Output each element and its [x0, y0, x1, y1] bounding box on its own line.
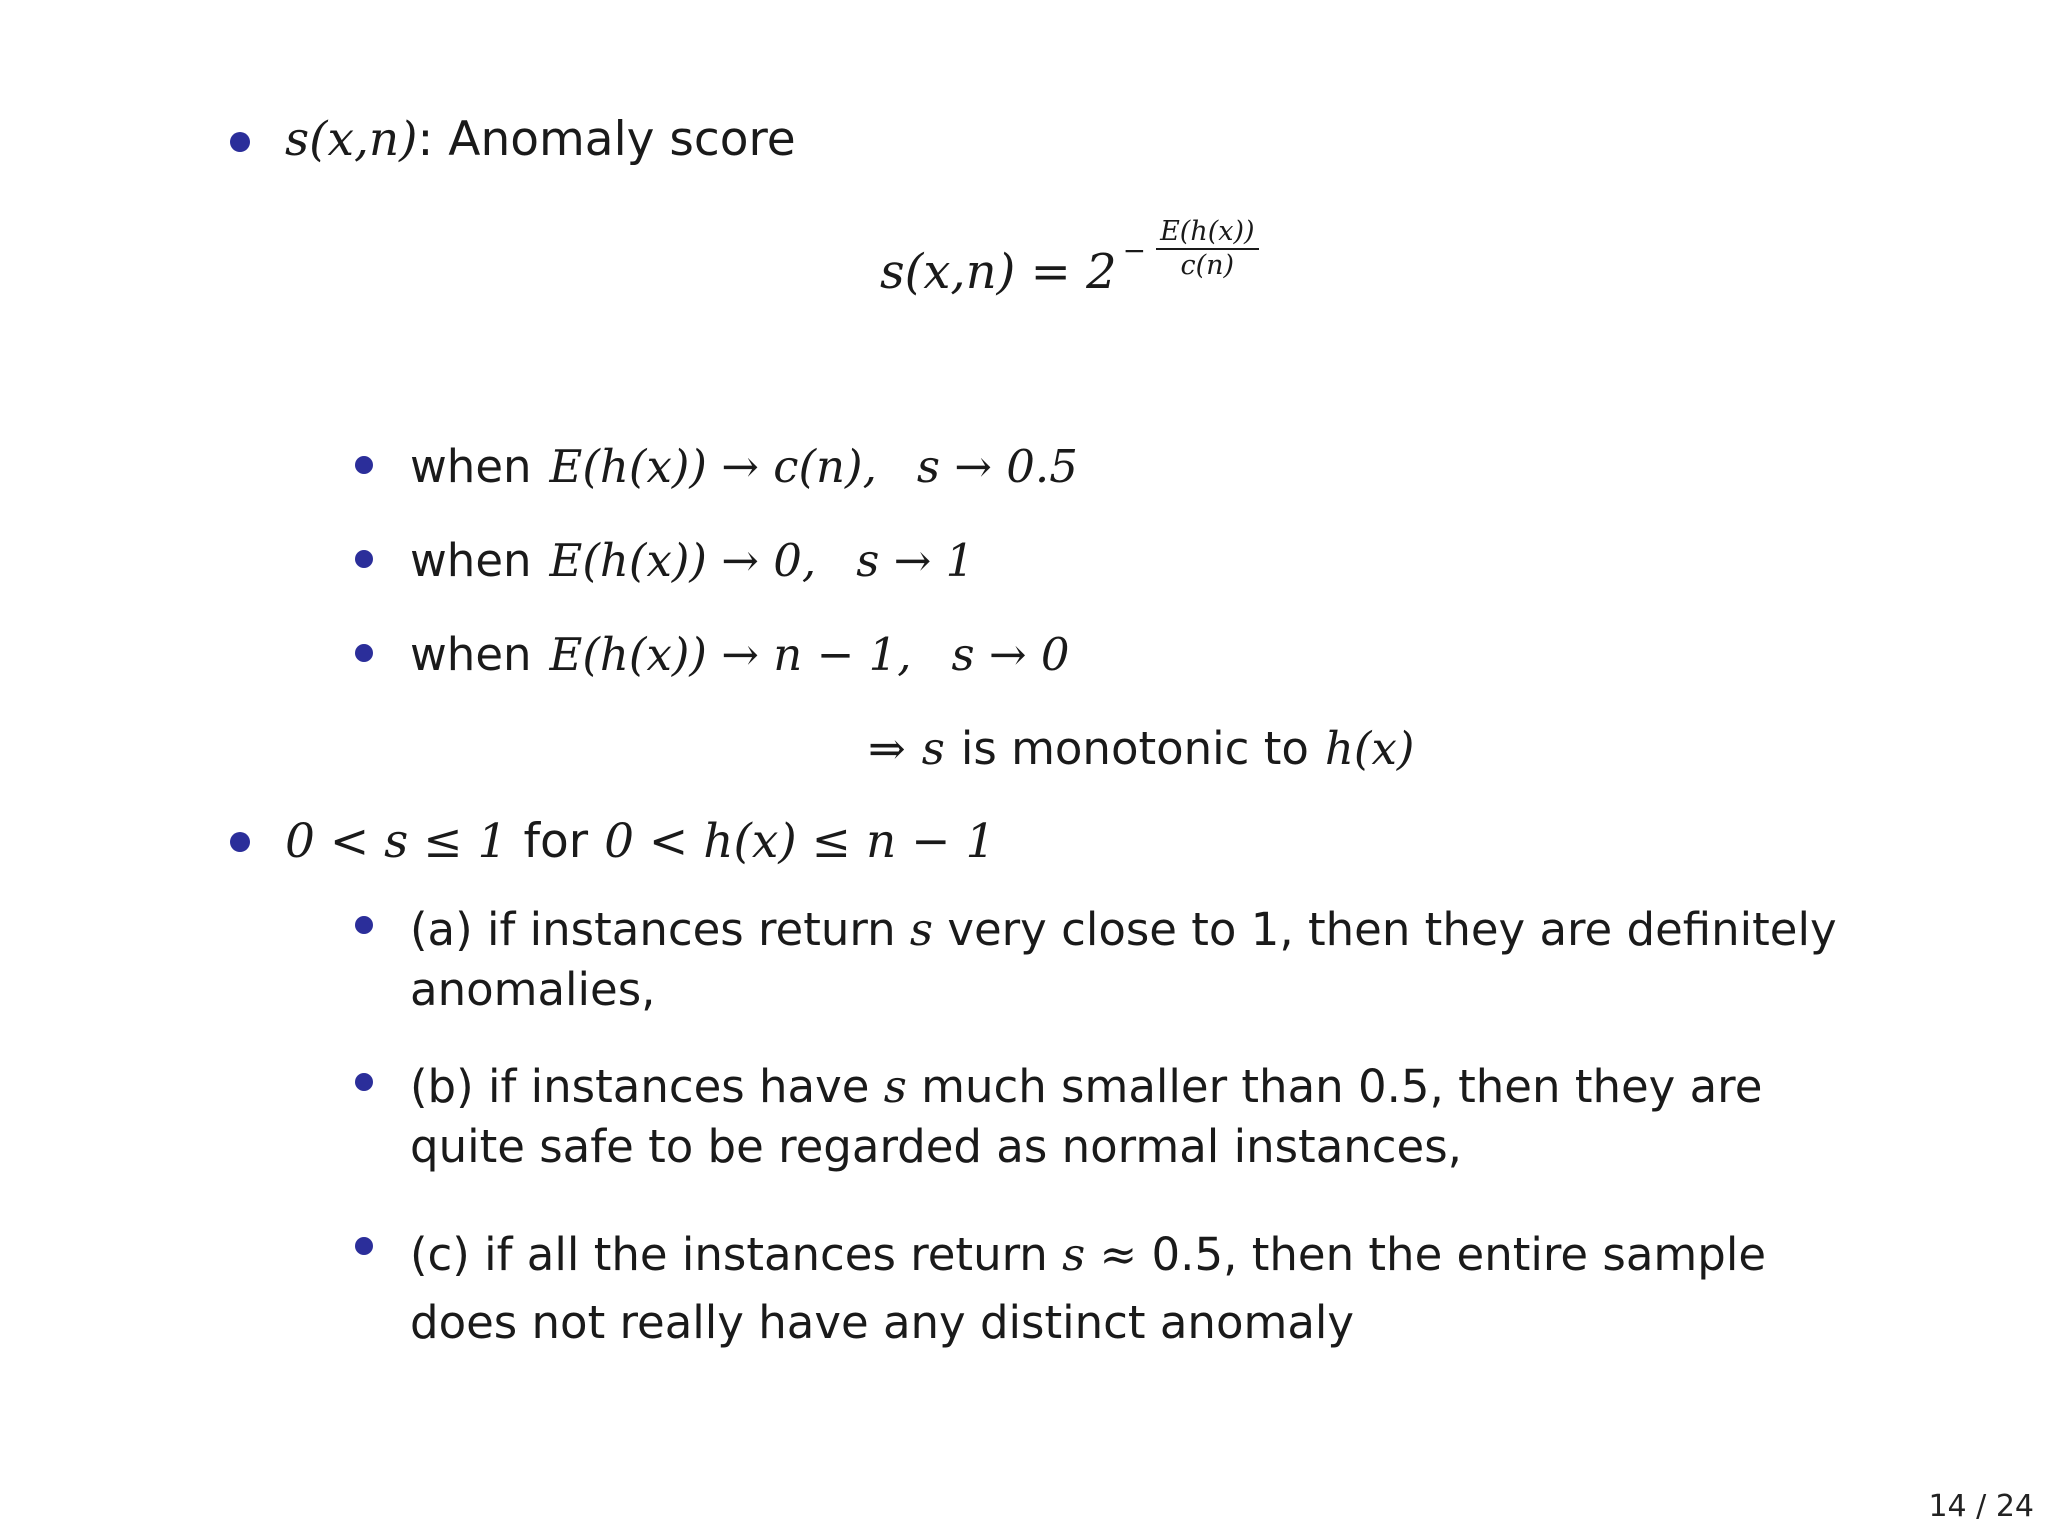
condition-lhs: E(h(x)) → 0,: [549, 534, 817, 587]
bullet: [355, 456, 373, 474]
item-score-range: [285, 814, 995, 869]
condition-row: [410, 440, 1078, 493]
sub-text: (a) if instances return: [410, 903, 910, 956]
sub-text: much smaller than 0.5, then they are quite safe to be regarded as normal instances,: [410, 1060, 1763, 1173]
score-formula: [880, 216, 1259, 300]
range-for: for: [523, 814, 589, 869]
condition-lhs: E(h(x)) → n − 1,: [549, 628, 912, 681]
sub-item-a: [410, 900, 1860, 1020]
score-label: : Anomaly score: [417, 112, 796, 167]
sub-item-b: [410, 1057, 1860, 1177]
condition-word: when: [410, 628, 532, 681]
condition-lhs: E(h(x)) → c(n),: [549, 440, 877, 493]
bullet: [355, 550, 373, 568]
score-symbol: s(x,n): [285, 112, 418, 167]
sub-math: s ≈: [1062, 1228, 1138, 1281]
sub-text: (c) if all the instances return: [410, 1228, 1063, 1281]
formula-minus: −: [1122, 234, 1147, 267]
condition-row: [410, 628, 1070, 681]
fraction-numerator: E(h(x)): [1156, 218, 1258, 250]
page-number: 14 / 24: [1928, 1489, 2034, 1524]
condition-row: [410, 534, 974, 587]
condition-rhs: s → 0: [951, 628, 1070, 681]
item-anomaly-score: [285, 112, 796, 167]
formula-exponent-fraction: [1156, 218, 1258, 281]
implies-arrow: ⇒: [868, 722, 906, 775]
sub-text: very close to 1, then they are definitely anomalies,: [410, 903, 1837, 1016]
sub-text: (b) if instances have: [410, 1060, 884, 1113]
sub-text: 0.5, then the entire sample does not really have any distinct anomaly: [410, 1228, 1767, 1349]
range-s: 0 < s ≤ 1: [285, 814, 508, 869]
condition-word: when: [410, 534, 532, 587]
range-hx: 0 < h(x) ≤ n − 1: [604, 814, 996, 869]
condition-rhs: s → 0.5: [916, 440, 1078, 493]
sub-math: s: [909, 903, 934, 956]
bullet: [230, 832, 250, 852]
implies-s: s: [921, 722, 945, 775]
bullet: [355, 1073, 373, 1091]
bullet: [355, 1237, 373, 1255]
condition-rhs: s → 1: [856, 534, 975, 587]
fraction-denominator: c(n): [1180, 250, 1235, 282]
implies-text: is monotonic to: [960, 722, 1309, 775]
implies-hx: h(x): [1324, 722, 1415, 775]
formula-lhs: s(x,n) = 2: [880, 244, 1117, 300]
sub-item-c: [410, 1221, 1860, 1357]
sub-math: s: [883, 1060, 907, 1113]
implies-line: [868, 722, 1414, 775]
condition-word: when: [410, 440, 532, 493]
bullet: [355, 916, 373, 934]
bullet: [355, 644, 373, 662]
bullet: [230, 132, 250, 152]
